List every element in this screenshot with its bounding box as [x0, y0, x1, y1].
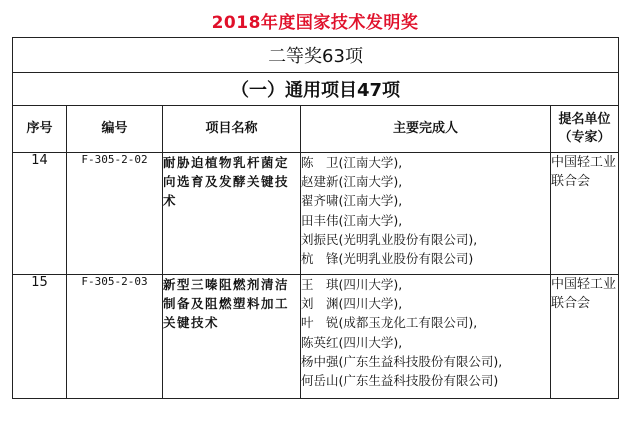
person-entry: 刘振民(光明乳业股份有限公司),	[301, 231, 478, 247]
page-title: 2018年度国家技术发明奖	[211, 13, 419, 33]
person-entry: 杨中强(广东生益科技股份有限公司),	[301, 353, 503, 369]
row-nominating-org: 中国轻工业联合会	[551, 153, 619, 275]
row-people	[301, 153, 551, 275]
row-nominating-org: 中国轻工业联合会	[551, 275, 619, 399]
table-row	[13, 275, 619, 399]
header-org-line1: 提名单位	[558, 112, 611, 127]
person-entry: 刘 渊(四川大学),	[301, 296, 403, 312]
person-entry: 陈英红(四川大学),	[301, 334, 403, 350]
category-banner: （一）通用项目47项	[13, 73, 619, 106]
row-seq: 14	[13, 153, 67, 275]
header-people: 主要完成人	[301, 106, 551, 153]
row-project-name: 耐胁迫植物乳杆菌定向选育及发酵关键技术	[163, 153, 301, 275]
award-level-banner: 二等奖63项	[13, 38, 619, 73]
row-project-name: 新型三嗪阻燃剂清洁制备及阻燃塑料加工关键技术	[163, 275, 301, 399]
banner-row-category	[13, 73, 619, 106]
person-entry: 赵建新(江南大学),	[301, 174, 403, 190]
header-row	[13, 106, 619, 153]
row-code: F-305-2-03	[67, 275, 163, 399]
person-entry: 叶 锐(成都玉龙化工有限公司),	[301, 315, 478, 331]
header-code: 编号	[67, 106, 163, 153]
header-seq: 序号	[13, 106, 67, 153]
person-entry: 陈 卫(江南大学),	[301, 155, 403, 170]
header-org	[551, 106, 619, 153]
award-table	[12, 37, 619, 399]
header-org-line2: （专家）	[558, 130, 611, 145]
row-people	[301, 275, 551, 399]
row-code: F-305-2-02	[67, 153, 163, 275]
header-project: 项目名称	[163, 106, 301, 153]
row-seq: 15	[13, 275, 67, 399]
person-entry: 何岳山(广东生益科技股份有限公司)	[301, 373, 499, 389]
person-entry: 田丰伟(江南大学),	[301, 212, 403, 228]
person-entry: 王 琪(四川大学),	[301, 277, 403, 292]
person-entry: 杭 锋(光明乳业股份有限公司)	[301, 251, 474, 267]
table-row	[13, 153, 619, 275]
banner-row-level	[13, 38, 619, 73]
person-entry: 翟齐啸(江南大学),	[301, 193, 403, 209]
